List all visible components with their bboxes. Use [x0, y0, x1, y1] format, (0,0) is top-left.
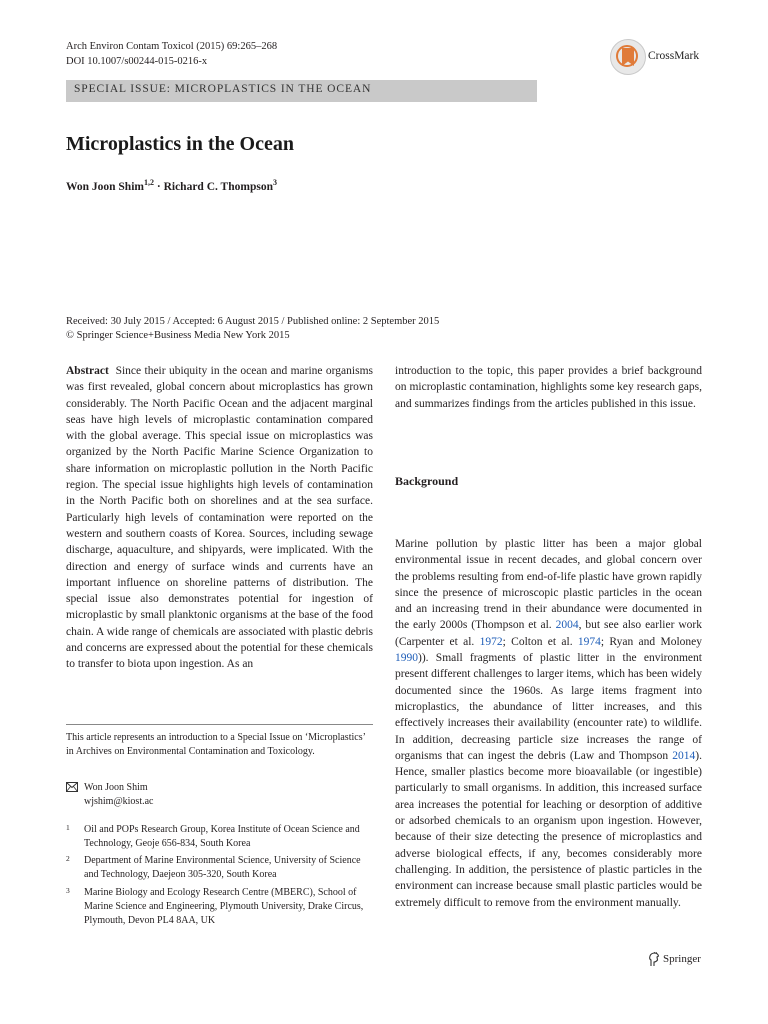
author-name[interactable]: Richard C. Thompson	[163, 180, 273, 193]
article-title: Microplastics in the Ocean	[66, 133, 294, 155]
citation-link[interactable]: 2004	[555, 619, 579, 632]
envelope-icon	[66, 782, 78, 797]
author-name[interactable]: Won Joon Shim	[66, 180, 144, 193]
intro-continuation	[395, 363, 702, 412]
crossmark-label: CrossMark	[648, 50, 700, 62]
affiliation-text: Department of Marine Environmental Science, University of Science and Technology, Daejeon 305-320, South Korea	[84, 855, 361, 880]
intro-text: introduction to the topic, this paper provides a brief background on microplastic contamination, highlights some key research gaps, and summarizes findings from the articles published in this issue.	[395, 365, 702, 410]
correspondence-name: Won Joon Shim	[84, 782, 148, 793]
background-text: ). Hence, smaller plastics become more bioavailable (or ingestible) particularly to small organisms. In addition, this increased surface area increases the potential for leaching or desorption of additive or adsorbed chemicals to an organism upon ingestion. However, because of their size detecting the presence of microplastics and adverse biological effects, if any, becomes considerably more challenging. In addition, the persistence of plastic particles in the environment can increase because small plastic particles would be extremely difficult to remove from the environment manually.	[395, 749, 702, 909]
author-separator: ·	[153, 180, 164, 193]
abstract-label: Abstract	[66, 365, 109, 377]
special-issue-label: SPECIAL ISSUE: MICROPLASTICS IN THE OCEAN	[74, 83, 372, 95]
background-text: ; Colton et al.	[502, 635, 578, 648]
correspondence-email[interactable]: wjshim@kiost.ac	[84, 796, 154, 807]
background-text: Marine pollution by plastic litter has been a major global environmental issue in recent decades, and global concern over the problems resulting from end-of-life plastic have grown rapidly since the presence of microscopic plastic particles in the ocean and an increasing trend in their abundance were documented in the early 2000s (Thompson et al.	[395, 538, 702, 632]
affiliation-text: Oil and POPs Research Group, Korea Institute of Ocean Science and Technology, Geoje 656-834, South Korea	[84, 824, 360, 849]
background-text: ; Ryan and Moloney	[600, 635, 703, 648]
section-heading-background: Background	[395, 474, 459, 488]
affiliation-text: Marine Biology and Ecology Research Centre (MBERC), School of Marine Science and Engineering, Plymouth University, Drake Circus, Plymouth, Devon PL4 8AA, UK	[84, 887, 364, 926]
publication-dates: Received: 30 July 2015 / Accepted: 6 August 2015 / Published online: 2 September 2015	[66, 316, 440, 327]
abstract-text: Since their ubiquity in the ocean and marine organisms was first revealed, global concern about microplastics has grown considerably. The North Pacific Ocean and the adjacent marginal seas have high levels of microplastic contamination compared with the global average. This special issue on microplastics was organized by the North Pacific Marine Science Organization to share information on microplastic pollution in the North Pacific region. The special issue highlights high levels of contamination in the North Pacific both on shorelines and at the sea surface. Particularly high levels of contamination were reported on the western and southern coasts of Korea. Sources, including sewage discharge, aquaculture, and shipyards, were implicated. With the direction and energy of surface winds and currents have an important influence on shoreline patterns of distribution. The special issue also demonstrates potential for ingestion of microplastic by small planktonic organisms at the base of the food chain. A wide range of chemicals are associated with plastic debris and concerns are expressed about the potential for these chemicals to transfer to biota upon ingestion. As an	[66, 365, 373, 671]
affiliation-number: 3	[66, 886, 70, 895]
copyright-line: © Springer Science+Business Media New York 2015	[66, 330, 290, 341]
journal-citation: Arch Environ Contam Toxicol (2015) 69:265–268	[66, 41, 278, 52]
author-list	[66, 178, 277, 193]
crossmark-badge[interactable]	[610, 39, 710, 75]
citation-link[interactable]: 1972	[479, 635, 503, 648]
background-body	[395, 536, 702, 911]
affiliation-number: 1	[66, 823, 70, 832]
crossmark-icon	[610, 39, 646, 75]
publisher-logo	[648, 951, 708, 969]
background-text: , but see also earlier work (Carpenter et al.	[395, 619, 702, 648]
citation-link[interactable]: 2014	[672, 749, 696, 762]
special-issue-banner	[66, 80, 537, 102]
footnote-divider	[66, 724, 373, 725]
citation-link[interactable]: 1974	[577, 635, 601, 648]
author-affiliation-marker: 3	[272, 178, 277, 187]
publisher-name: Springer	[663, 953, 701, 965]
background-text: )). Small fragments of plastic litter in the environment present different challenges to larger items, which has been widely documented since the 1960s. As large items fragment into microplastics, the abundance of litter increases, and this effectively increases their availability (encounter rate) to wildlife. In addition, decreasing particle size increases the range of organisms that can ingest the debris (Law and Thompson	[395, 652, 702, 762]
doi[interactable]: DOI 10.1007/s00244-015-0216-x	[66, 56, 208, 67]
abstract	[66, 363, 373, 673]
citation-link[interactable]: 1990	[395, 652, 418, 665]
springer-horse-icon	[648, 952, 660, 967]
author-affiliation-marker: 1,2	[143, 178, 154, 187]
special-issue-footnote: This article represents an introduction to a Special Issue on ‘Microplastics’ in Archives on Environmental Contamination and Toxicology.	[66, 732, 366, 757]
affiliation-number: 2	[66, 854, 70, 863]
